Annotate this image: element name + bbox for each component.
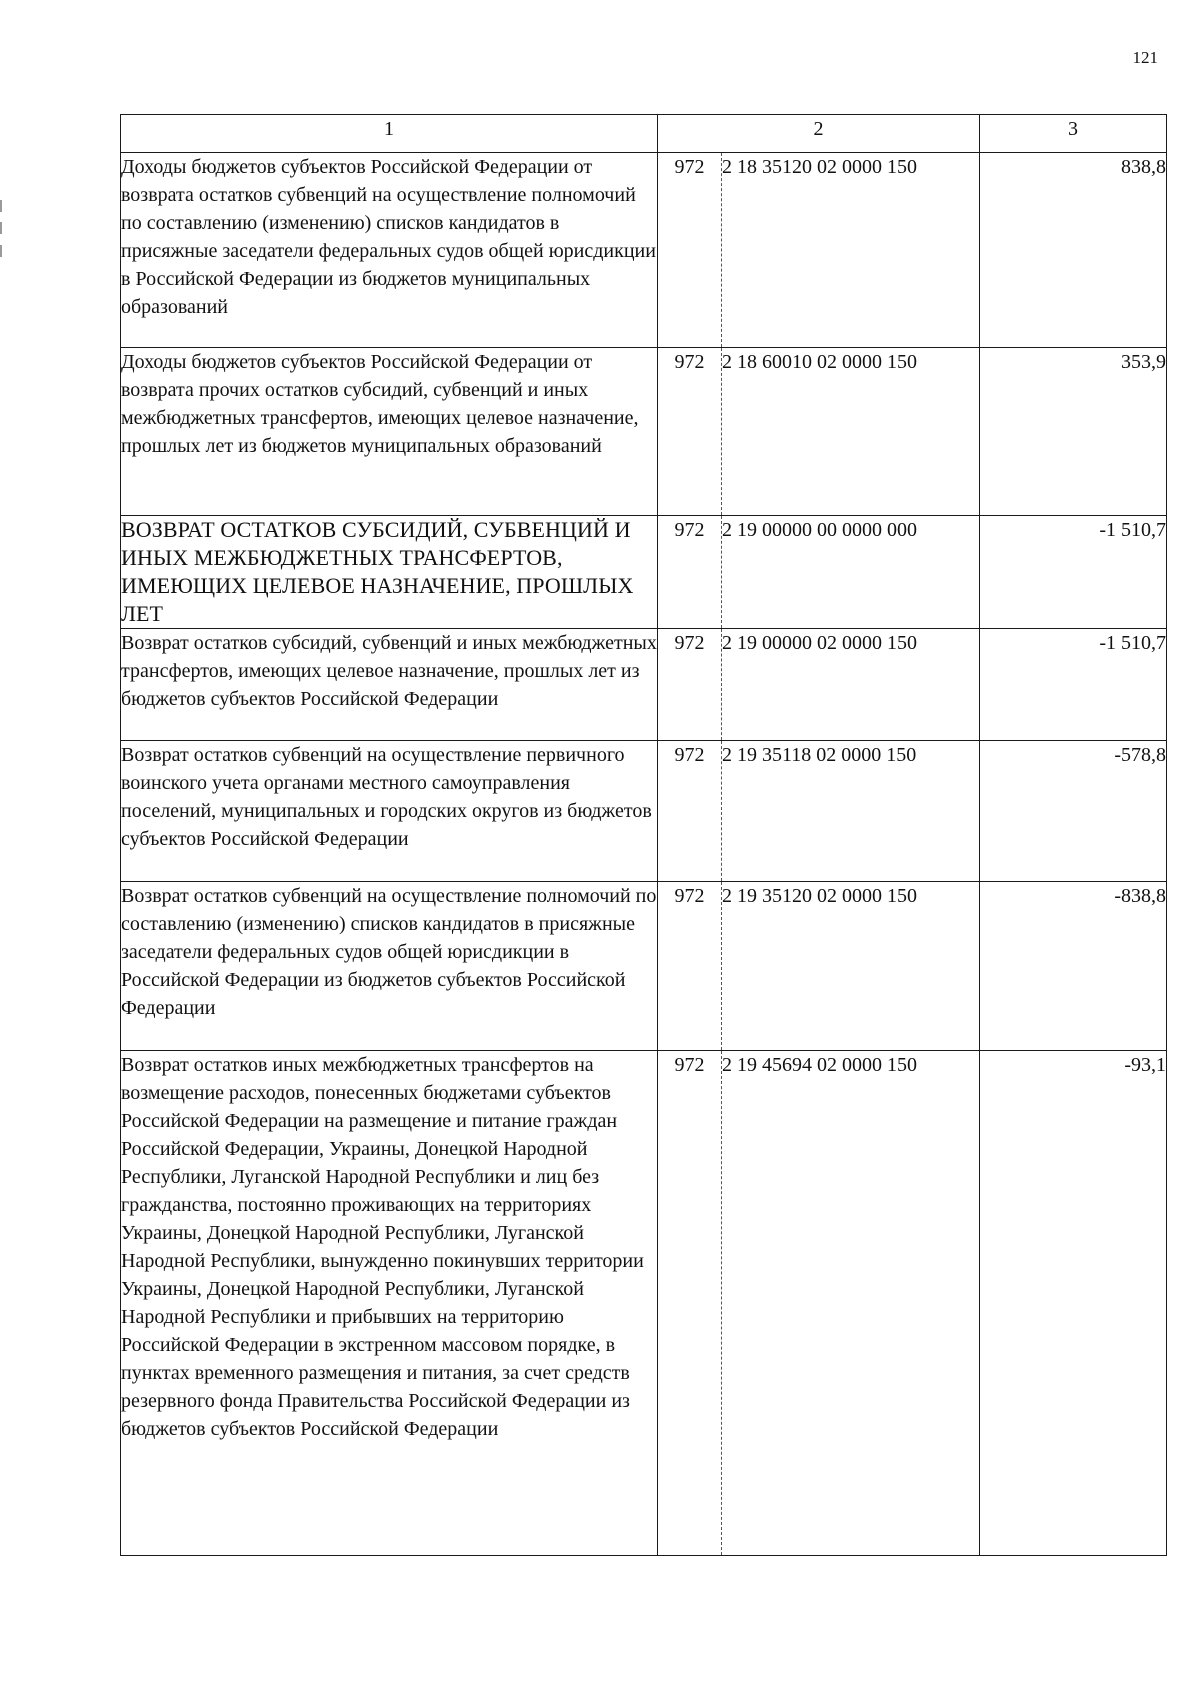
row-value: 353,9	[980, 348, 1167, 516]
budget-revenue-table	[120, 114, 1167, 1556]
row-name: ВОЗВРАТ ОСТАТКОВ СУБСИДИЙ, СУБВЕНЦИЙ И ИНЫХ МЕЖБЮДЖЕТНЫХ ТРАНСФЕРТОВ, ИМЕЮЩИХ ЦЕЛЕВОЕ НАЗНАЧЕНИЕ, ПРОШЛЫХ ЛЕТ	[121, 516, 658, 629]
row-admin-code: 972	[658, 153, 722, 348]
scan-mark	[0, 222, 2, 234]
row-budget-code: 2 19 45694 02 0000 150	[722, 1051, 980, 1556]
table-row	[121, 1051, 1167, 1556]
row-value: -93,1	[980, 1051, 1167, 1556]
scan-mark	[0, 245, 2, 257]
scan-mark	[0, 200, 2, 212]
row-value: -1 510,7	[980, 629, 1167, 741]
row-budget-code: 2 19 00000 00 0000 000	[722, 516, 980, 629]
row-value: -1 510,7	[980, 516, 1167, 629]
row-admin-code: 972	[658, 1051, 722, 1556]
row-budget-code: 2 19 00000 02 0000 150	[722, 629, 980, 741]
table-row	[121, 882, 1167, 1051]
row-value: 838,8	[980, 153, 1167, 348]
row-admin-code: 972	[658, 741, 722, 882]
row-admin-code: 972	[658, 348, 722, 516]
row-admin-code: 972	[658, 516, 722, 629]
row-budget-code: 2 18 35120 02 0000 150	[722, 153, 980, 348]
row-name: Доходы бюджетов субъектов Российской Федерации от возврата остатков субвенций на осуществление полномочий по составлению (изменению) списков кандидатов в присяжные заседатели федеральных судов общей юрисдикции в Российской Федерации из бюджетов муниципальных образований	[121, 153, 658, 348]
row-name: Возврат остатков иных межбюджетных трансфертов на возмещение расходов, понесенных бюджетами субъектов Российской Федерации на размещение и питание граждан Российской Федерации, Украины, Донецкой Народной Республики, Луганской Народной Республики и лиц без гражданства, постоянно проживающих на территориях Украины, Донецкой Народной Республики, Луганской Народной Республики, вынужденно покинувших территории Украины, Донецкой Народной Республики, Луганской Народной Республики и прибывших на территорию Российской Федерации в экстренном массовом порядке, в пунктах временного размещения и питания, за счет средств резервного фонда Правительства Российской Федерации из бюджетов субъектов Российской Федерации	[121, 1051, 658, 1556]
table-row	[121, 629, 1167, 741]
row-value: -838,8	[980, 882, 1167, 1051]
table-row	[121, 741, 1167, 882]
row-name: Доходы бюджетов субъектов Российской Федерации от возврата прочих остатков субсидий, субвенций и иных межбюджетных трансфертов, имеющих целевое назначение, прошлых лет из бюджетов муниципальных образований	[121, 348, 658, 516]
row-name: Возврат остатков субвенций на осуществление полномочий по составлению (изменению) списков кандидатов в присяжные заседатели федеральных судов общей юрисдикции в Российской Федерации из бюджетов субъектов Российской Федерации	[121, 882, 658, 1051]
header-col-2: 2	[658, 115, 980, 153]
table-row	[121, 348, 1167, 516]
row-name: Возврат остатков субвенций на осуществление первичного воинского учета органами местного самоуправления поселений, муниципальных и городских округов из бюджетов субъектов Российской Федерации	[121, 741, 658, 882]
row-budget-code: 2 18 60010 02 0000 150	[722, 348, 980, 516]
header-col-1: 1	[121, 115, 658, 153]
table-row	[121, 153, 1167, 348]
table-header-row	[121, 115, 1167, 153]
table-row	[121, 516, 1167, 629]
page-number: 121	[1132, 48, 1158, 67]
row-budget-code: 2 19 35118 02 0000 150	[722, 741, 980, 882]
header-col-3: 3	[980, 115, 1167, 153]
row-admin-code: 972	[658, 629, 722, 741]
row-value: -578,8	[980, 741, 1167, 882]
row-name: Возврат остатков субсидий, субвенций и иных межбюджетных трансфертов, имеющих целевое назначение, прошлых лет из бюджетов субъектов Российской Федерации	[121, 629, 658, 741]
row-budget-code: 2 19 35120 02 0000 150	[722, 882, 980, 1051]
row-admin-code: 972	[658, 882, 722, 1051]
